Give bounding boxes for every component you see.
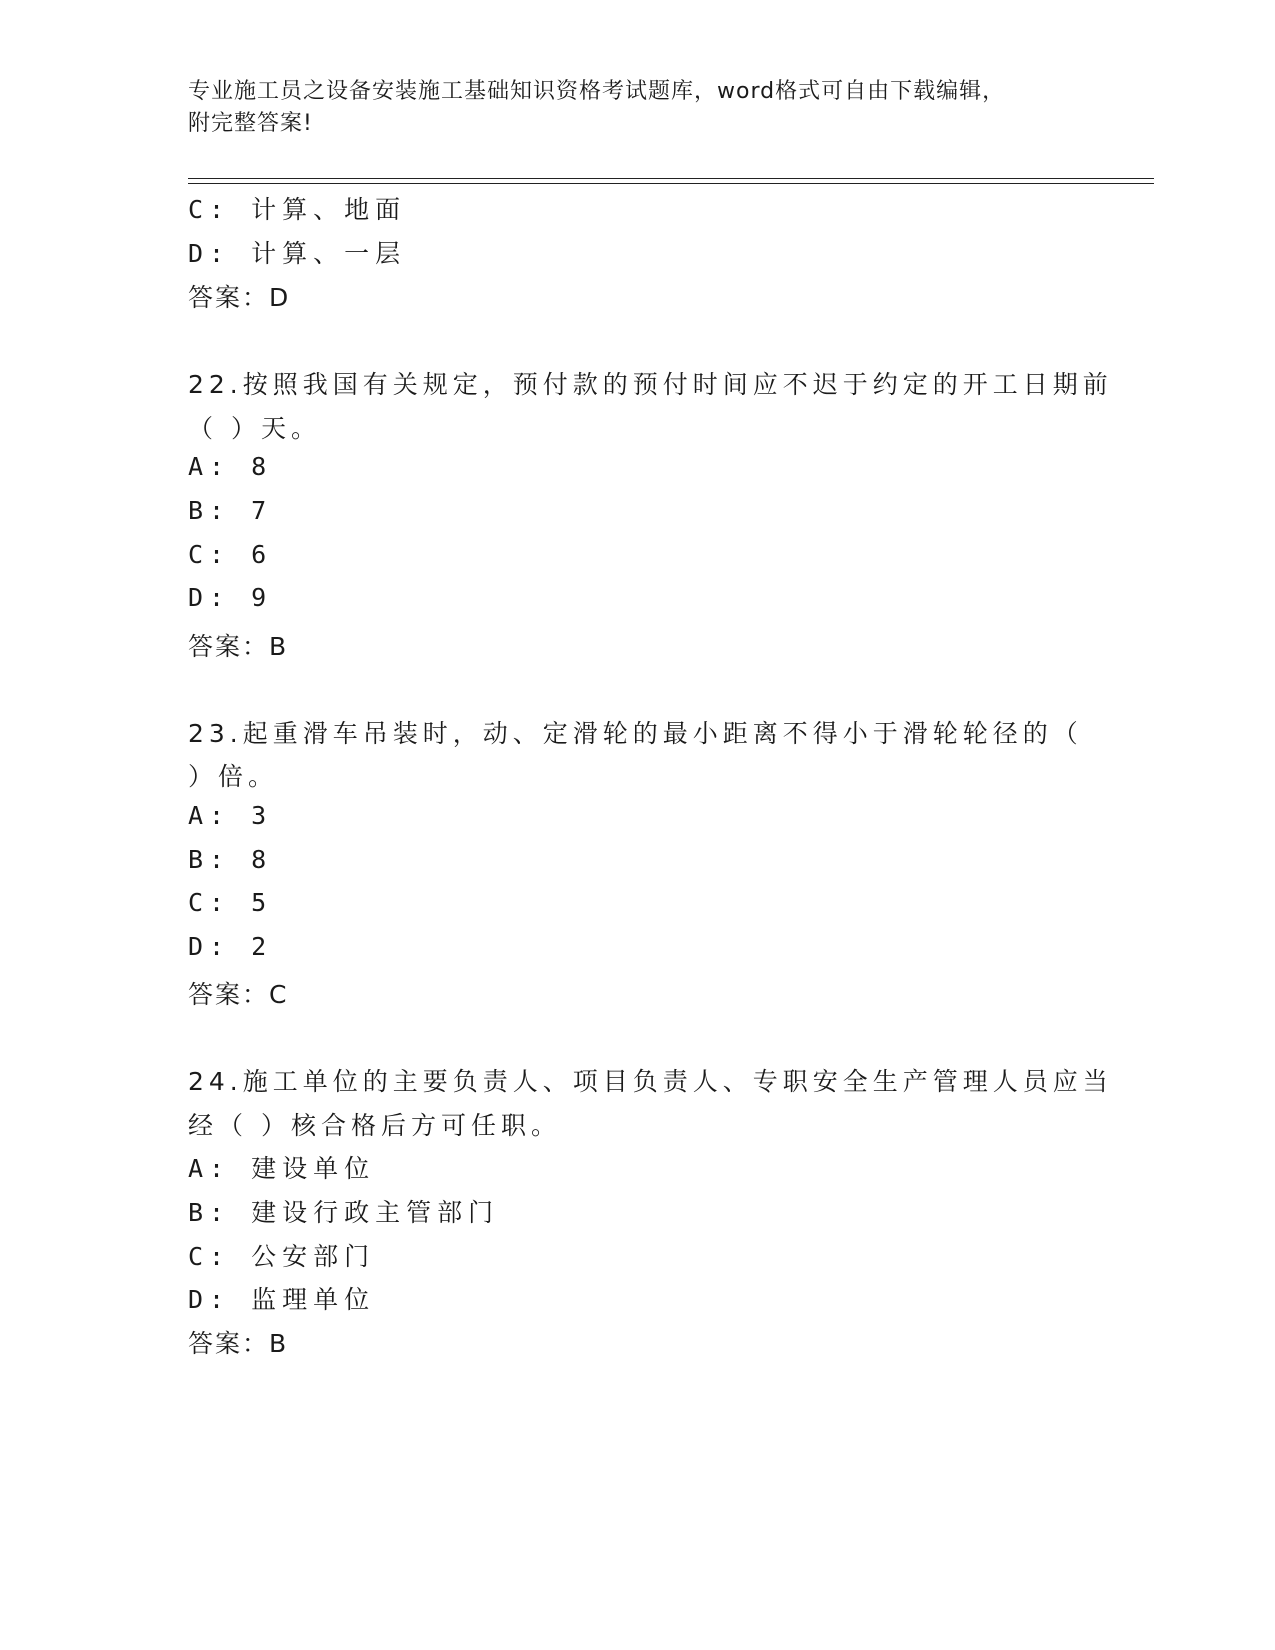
- document-header: [188, 76, 1088, 140]
- q22-answer: 答案：B: [188, 632, 289, 661]
- q24-answer: 答案：B: [188, 1329, 289, 1358]
- q22-option-b: B: 7: [188, 496, 273, 525]
- q22-option-c: C: 6: [188, 540, 273, 569]
- header-line-1: 专业施工员之设备安装施工基础知识资格考试题库，word格式可自由下载编辑，: [188, 79, 1006, 104]
- q24-option-d: D: 监理单位: [188, 1285, 376, 1314]
- q23-option-c: C: 5: [188, 888, 273, 917]
- header-divider-top: [188, 178, 1154, 179]
- q24-option-a: A: 建设单位: [188, 1154, 376, 1183]
- q23-text-line-1: 23.起重滑车吊装时，动、定滑轮的最小距离不得小于滑轮轮径的（: [188, 719, 1083, 748]
- q23-answer: 答案：C: [188, 980, 289, 1009]
- q23-option-d: D: 2: [188, 932, 273, 961]
- q24-text-line-1: 24.施工单位的主要负责人、项目负责人、专职安全生产管理人员应当: [188, 1067, 1113, 1096]
- q24-option-b: B: 建设行政主管部门: [188, 1198, 500, 1227]
- q24-option-c: C: 公安部门: [188, 1242, 376, 1271]
- q22-option-d: D: 9: [188, 583, 273, 612]
- prev-option-d: D: 计算、一层: [188, 239, 407, 268]
- q22-text-line-2: （ ）天。: [188, 414, 321, 443]
- header-line-2: 附完整答案!: [188, 111, 313, 136]
- q23-option-b: B: 8: [188, 845, 273, 874]
- q23-text-line-2: ）倍。: [188, 762, 279, 791]
- q24-text-line-2: 经（ ）核合格后方可任职。: [188, 1111, 561, 1140]
- q23-option-a: A: 3: [188, 801, 273, 830]
- q22-text-line-1: 22.按照我国有关规定，预付款的预付时间应不迟于约定的开工日期前: [188, 370, 1113, 399]
- prev-answer: 答案：D: [188, 283, 291, 312]
- header-divider-bottom: [188, 183, 1154, 184]
- prev-option-c: C: 计算、地面: [188, 195, 407, 224]
- q22-option-a: A: 8: [188, 452, 273, 481]
